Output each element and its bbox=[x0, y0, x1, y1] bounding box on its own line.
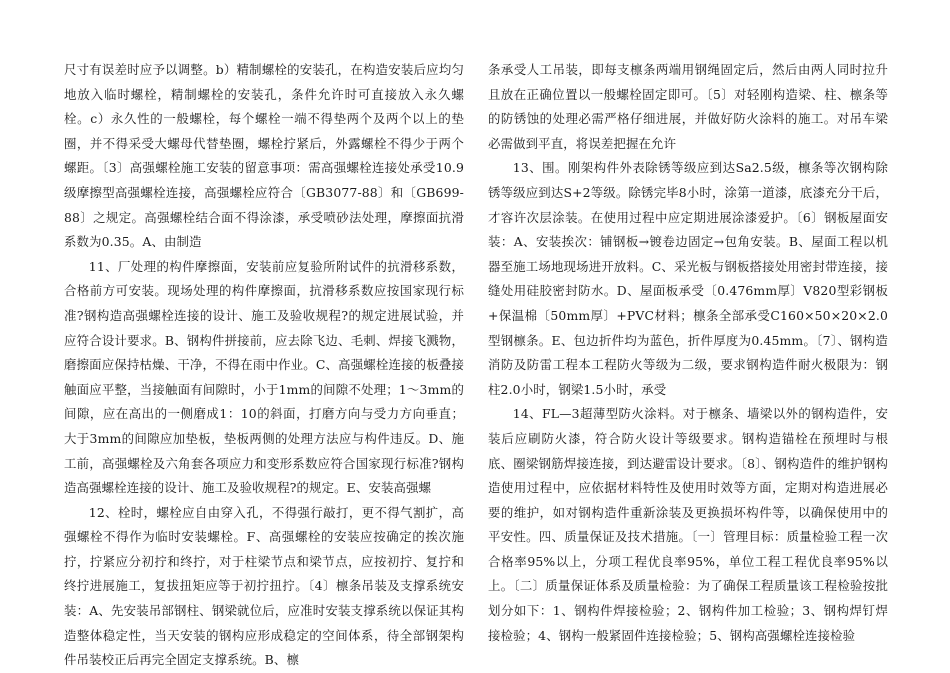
left-text-column bbox=[64, 58, 464, 673]
paragraph: 12、栓时，螺栓应自由穿入孔，不得强行敲打，更不得气割扩，高强螺栓不得作为临时安装螺栓。F、高强螺栓的安装应按确定的挨次施拧，拧紧应分初拧和终拧，对于柱梁节点和梁节点，应按初拧、复拧和终拧进展施工，复拔扭矩应等于初拧扭拧。〔4〕檩条吊装及支撑系统安装：A、先安装吊部钢柱、钢梁就位后，应准时安装支撑系统以保证其构造整体稳定性，当天安装的钢构应形成稳定的空间体系，待全部钢架构件吊装校正后再完全固定支撑系统。B、檩 bbox=[64, 504, 464, 668]
paragraph: 14、FL—3超薄型防火涂料。对于檩条、墙梁以外的钢构造件，安装后应刷防火漆，符合防火设计等级要求。钢构造锚栓在预埋时与根底、圈梁钢筋焊接连接，到达避雷设计要求。〔8〕、钢构造件的维护钢构造使用过程中，应依据材料特性及使用时效等方面，定期对构造进展必要的维护，如对钢构造件重新涂装及更换损坏构件等，以确保使用中的平安性。四、质量保证及技术措施。〔一〕管理目标：质量检验工程一次合格率95%以上，分项工程优良率95%，单位工程工程优良率95%以上。〔二〕质量保证体系及质量检验：为了确保工程质量该工程检验按批划分如下：1、钢构件焊接检验；2、钢构件加工检验；3、钢构焊钉焊接检验；4、钢构一般紧固件连接检验；5、钢构高强螺栓连接检验 bbox=[488, 406, 888, 643]
paragraph: 13、围。刚架构件外表除锈等级应到达Sa2.5级，檩条等次钢构除锈等级应到达S+2等级。除锈完毕8小时，涂第一道漆，底漆充分干后，才容许次层涂装。在使用过程中应定期进展涂漆爱护。〔6〕钢板屋面安装：A、安装挨次：铺钢板→镀卷边固定→包角安装。B、屋面工程以机器至施工场地现场进开放料。C、采光板与钢板搭接处用密封带连接，接缝处用硅胶密封防水。D、屋面板承受〔0.476mm厚〕V820型彩钢板+保温棉〔50mm厚〕+PVC材料；檩条全部承受C160×50×20×2.0型钢檩条。E、包边折件均为蓝色，折件厚度为0.45mm。〔7〕、钢构造消防及防雷工程本工程防火等级为二级，要求钢构造件耐火极限为：钢柱2.0小时，钢梁1.5小时，承受 bbox=[488, 160, 888, 397]
right-text-column bbox=[488, 58, 888, 648]
paragraph: 11、厂处理的构件摩擦面，安装前应复验所附试件的抗滑移系数，合格前方可安装。现场处理的构件摩擦面，抗滑移系数应按国家现行标准?钢构造高强螺栓连接的设计、施工及验收规程?的规定进展试验，并应符合设计要求。B、钢构件拼接前，应去除飞边、毛刺、焊接飞溅物，磨擦面应保持枯燥、干净，不得在雨中作业。C、高强螺栓连接的板叠接触面应平整，当接触面有间隙时，小于1mm的间隙不处理；1～3mm的间隙，应在高出的一侧磨成1：10的斜面，打磨方向与受力方向垂直；大于3mm的间隙应加垫板，垫板两侧的处理方法应与构件违反。D、施工前，高强螺栓及六角套各项应力和变形系数应符合国家现行标准?钢构造高强螺栓连接的设计、施工及验收规程?的规定。E、安装高强螺 bbox=[64, 258, 464, 496]
paragraph: 尺寸有误差时应予以调整。b）精制螺栓的安装孔，在构造安装后应均匀地放入临时螺栓，精制螺栓的安装孔，条件允许时可直接放入永久螺栓。c）永久性的一般螺栓，每个螺栓一端不得垫两个及两个以上的垫圈，并不得采受大螺母代替垫圈，螺栓拧紧后，外露螺栓不得少于两个螺距。〔3〕高强螺栓施工安装的留意事项：需高强螺栓连接处承受10.9级摩擦型高强螺栓连接，高强螺栓应符合〔GB3077-88〕和〔GB699-88〕之规定。高强螺栓结合面不得涂漆，承受喷砂法处理，摩擦面抗滑系数为0.35。A、由制造 bbox=[64, 62, 464, 250]
paragraph: 条承受人工吊装，即每支檩条两端用钢绳固定后，然后由两人同时拉升且放在正确位置以一般螺栓固定即可。〔5〕对轻刚构造梁、柱、檩条等的防锈蚀的处理必需严格仔细进展，并做好防火涂料的施工。对吊车梁必需做到平直，将误差把握在允许 bbox=[488, 62, 888, 151]
